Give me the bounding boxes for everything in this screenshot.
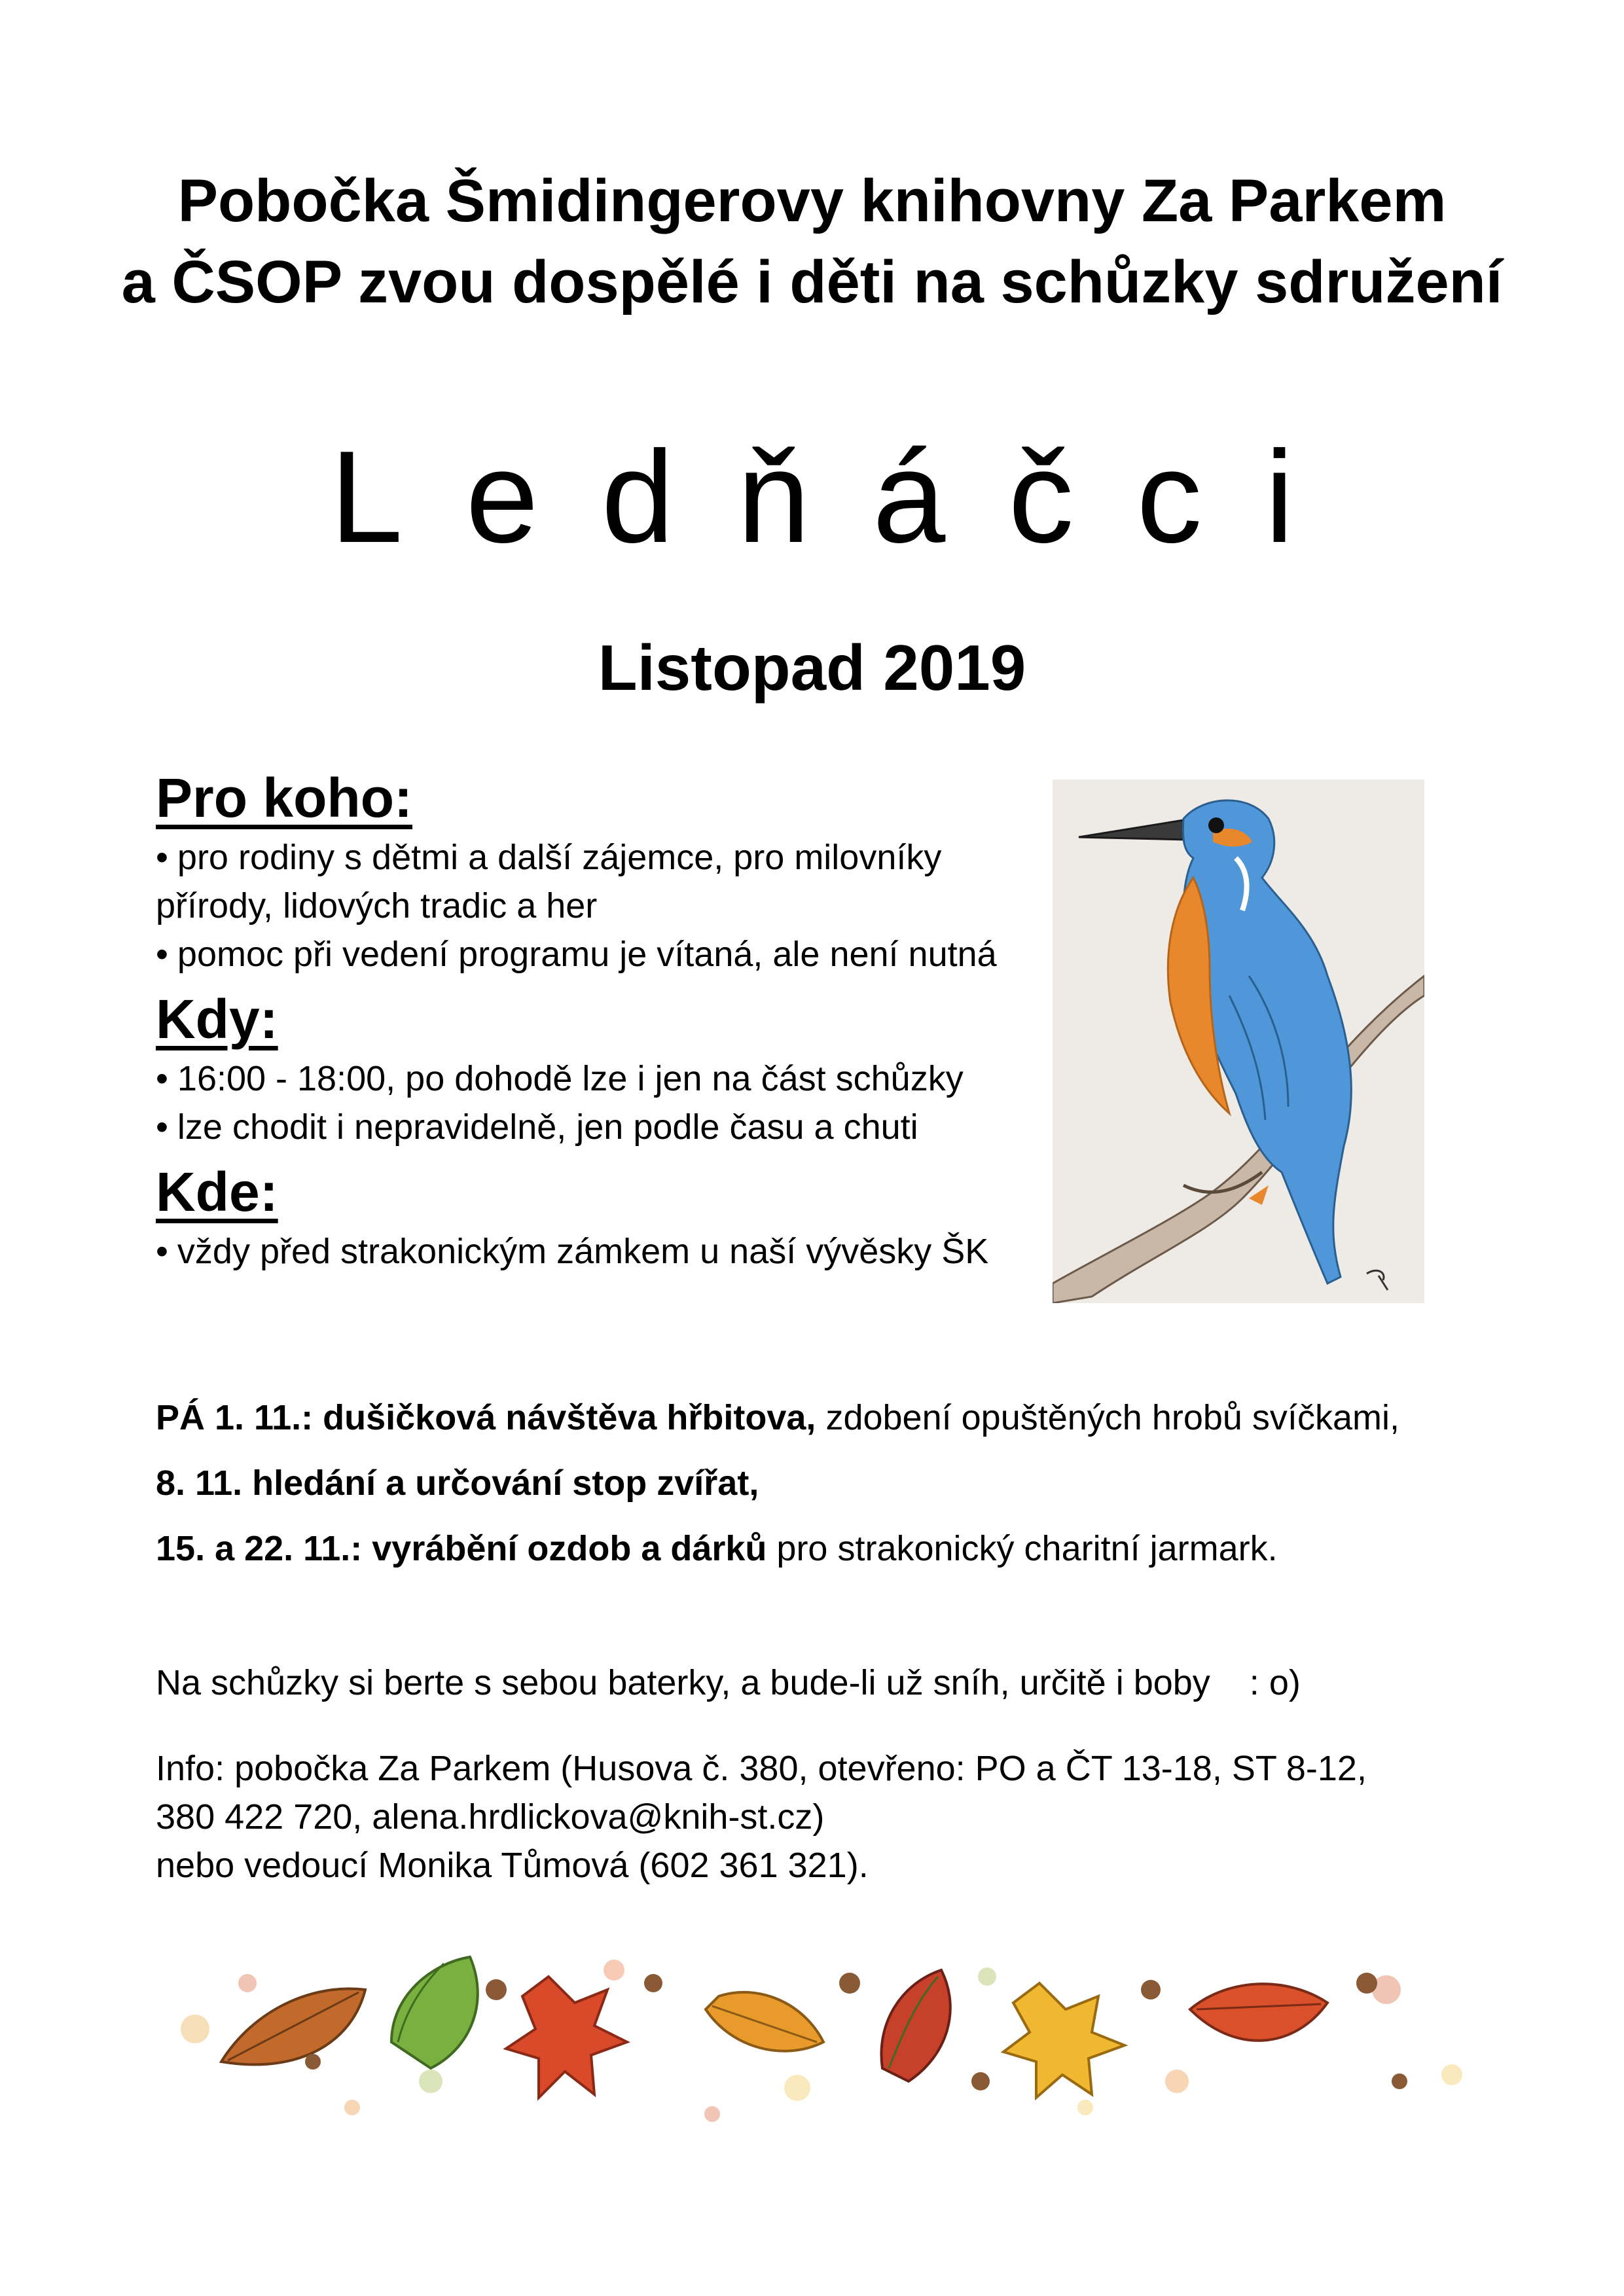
section-heading-kde: Kde: xyxy=(156,1161,278,1223)
header-line-2: a ČSOP zvou dospělé i děti na schůzky sdružení xyxy=(121,249,1503,315)
info-sections xyxy=(156,762,1026,1281)
contact-line: 380 422 720, alena.hrdlickova@knih-st.cz) xyxy=(156,1797,825,1837)
list-item xyxy=(156,1054,1026,1103)
header xyxy=(0,160,1624,323)
list-item xyxy=(156,1103,1026,1151)
bullet: • xyxy=(156,1107,168,1147)
list-item-text: pomoc při vedení programu je vítaná, ale není nutná xyxy=(177,935,997,974)
kdy-list xyxy=(156,1054,1026,1151)
events-list xyxy=(156,1394,1498,1590)
list-item-text: lze chodit i nepravidelně, jen podle času a chuti xyxy=(177,1107,918,1147)
contact-line: Info: pobočka Za Parkem (Husova č. 380, otevřeno: PO a ČT 13-18, ST 8-12, xyxy=(156,1749,1367,1788)
list-item xyxy=(156,833,1026,930)
section-heading-kdy: Kdy: xyxy=(156,988,278,1050)
bullet: • xyxy=(156,935,168,974)
kingfisher-illustration-icon xyxy=(1053,780,1424,1303)
list-item xyxy=(156,1227,1026,1276)
event-item xyxy=(156,1525,1498,1572)
event-date-title: 15. a 22. 11.: vyrábění ozdob a dárků xyxy=(156,1529,767,1568)
header-line-1: Pobočka Šmidingerovy knihovny Za Parkem xyxy=(177,168,1447,234)
event-item xyxy=(156,1394,1498,1441)
contact-line: nebo vedoucí Monika Tůmová (602 361 321). xyxy=(156,1846,869,1885)
event-description: pro strakonický charitní jarmark. xyxy=(767,1529,1278,1568)
bullet: • xyxy=(156,1059,168,1098)
list-item xyxy=(156,930,1026,978)
contact-info xyxy=(156,1744,1367,1890)
event-date-title: PÁ 1. 11.: dušičková návštěva hřbitova, xyxy=(156,1398,816,1437)
list-item-text: 16:00 - 18:00, po dohodě lze i jen na část schůzky xyxy=(177,1059,964,1098)
event-date-title: 8. 11. hledání a určování stop zvířat, xyxy=(156,1463,759,1503)
section-heading-pro-koho: Pro koho: xyxy=(156,767,412,829)
list-item-text: pro rodiny s dětmi a další zájemce, pro milovníky přírody, lidových tradic a her xyxy=(156,838,942,925)
list-item-text: vždy před strakonickým zámkem u naší vývěsky ŠK xyxy=(177,1232,989,1271)
autumn-leaves-decoration-icon xyxy=(156,1911,1485,2147)
pro-koho-list xyxy=(156,833,1026,978)
poster-title: Ledňáčci xyxy=(330,424,1357,570)
equipment-note: Na schůzky si berte s sebou baterky, a bude-li už sníh, určitě i boby : o) xyxy=(156,1663,1301,1702)
bullet: • xyxy=(156,1232,168,1271)
bullet: • xyxy=(156,838,168,877)
event-item xyxy=(156,1460,1498,1507)
event-description: zdobení opuštěných hrobů svíčkami, xyxy=(816,1398,1399,1437)
kde-list xyxy=(156,1227,1026,1276)
poster-subtitle: Listopad 2019 xyxy=(598,632,1026,704)
